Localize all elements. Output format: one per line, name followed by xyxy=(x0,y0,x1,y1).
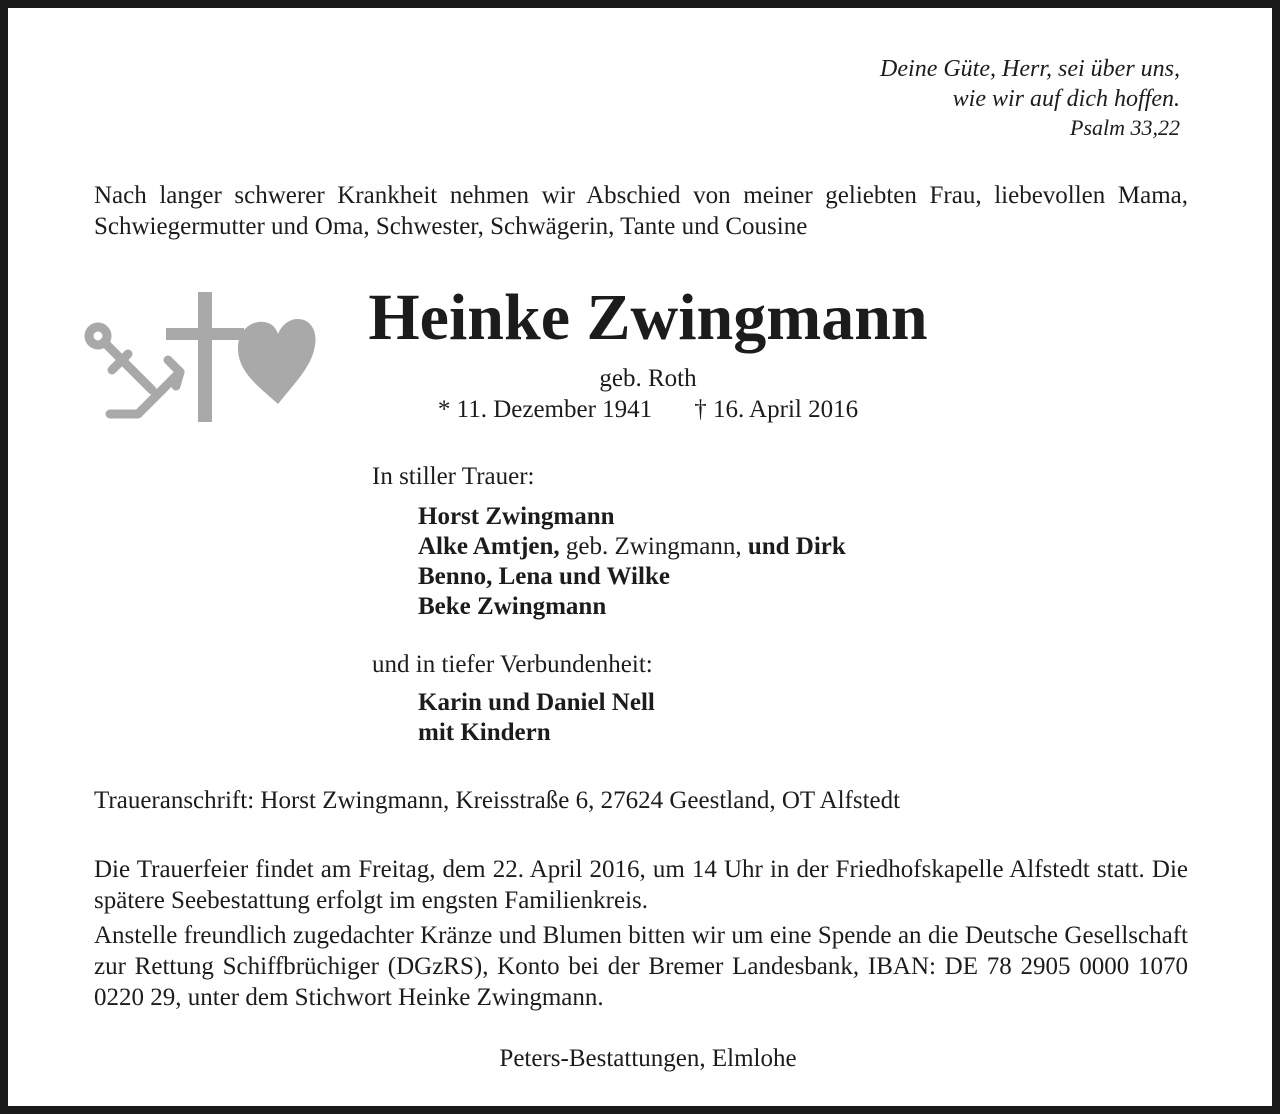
service-text: Die Trauerfeier findet am Freitag, dem 22. April 2016, um 14 Uhr in der Friedhofskapelle Alfstedt statt. Die spätere Seebestattung erfolgt im engsten Familienkreis. xyxy=(94,856,1188,914)
connected-line: mit Kindern xyxy=(418,719,551,746)
life-dates xyxy=(8,395,1280,425)
death-date: † 16. April 2016 xyxy=(694,396,859,423)
mourner-line: Horst Zwingmann xyxy=(418,503,615,530)
mourner-line: Beke Zwingmann xyxy=(418,593,607,620)
mourner-line: Alke Amtjen, geb. Zwingmann, und Dirk xyxy=(418,533,846,560)
intro-text: Nach langer schwerer Krankheit nehmen wir Abschied von meiner geliebten Frau, liebevollen Mama, Schwiegermutter und Oma, Schwester, Schwägerin, Tante und Cousine xyxy=(94,182,1188,240)
verse-line-1: Deine Güte, Herr, sei über uns, xyxy=(880,56,1180,82)
mourners-label: In stiller Trauer: xyxy=(372,463,535,490)
service-info xyxy=(94,854,1188,1017)
mourner-line: Benno, Lena und Wilke xyxy=(418,563,670,590)
mourners-list xyxy=(418,502,846,622)
birth-name: geb. Roth xyxy=(599,365,697,392)
donation-text: Anstelle freundlich zugedachter Kränze und Blumen bitten wir um eine Spende an die Deutsche Gesellschaft zur Rettung Schiffbrüchiger (DGzRS), Konto bei der Bremer Landesbank, IBAN: DE 78 2905 0000 1070 0220 29, unter dem Stichwort Heinke Zwingmann. xyxy=(94,922,1188,1011)
connected-line: Karin und Daniel Nell xyxy=(418,689,655,716)
mourning-address: Traueranschrift: Horst Zwingmann, Kreisstraße 6, 27624 Geestland, OT Alfstedt xyxy=(94,787,901,814)
verse-reference: Psalm 33,22 xyxy=(1070,115,1180,140)
verse-line-2: wie wir auf dich hoffen. xyxy=(952,86,1180,112)
connected-label: und in tiefer Verbundenheit: xyxy=(372,651,653,678)
bible-verse xyxy=(880,54,1180,142)
funeral-home: Peters-Bestattungen, Elmlohe xyxy=(499,1045,797,1072)
connected-list xyxy=(418,688,655,748)
deceased-name: Heinke Zwingmann xyxy=(368,281,928,354)
birth-date: * 11. Dezember 1941 xyxy=(437,396,653,423)
